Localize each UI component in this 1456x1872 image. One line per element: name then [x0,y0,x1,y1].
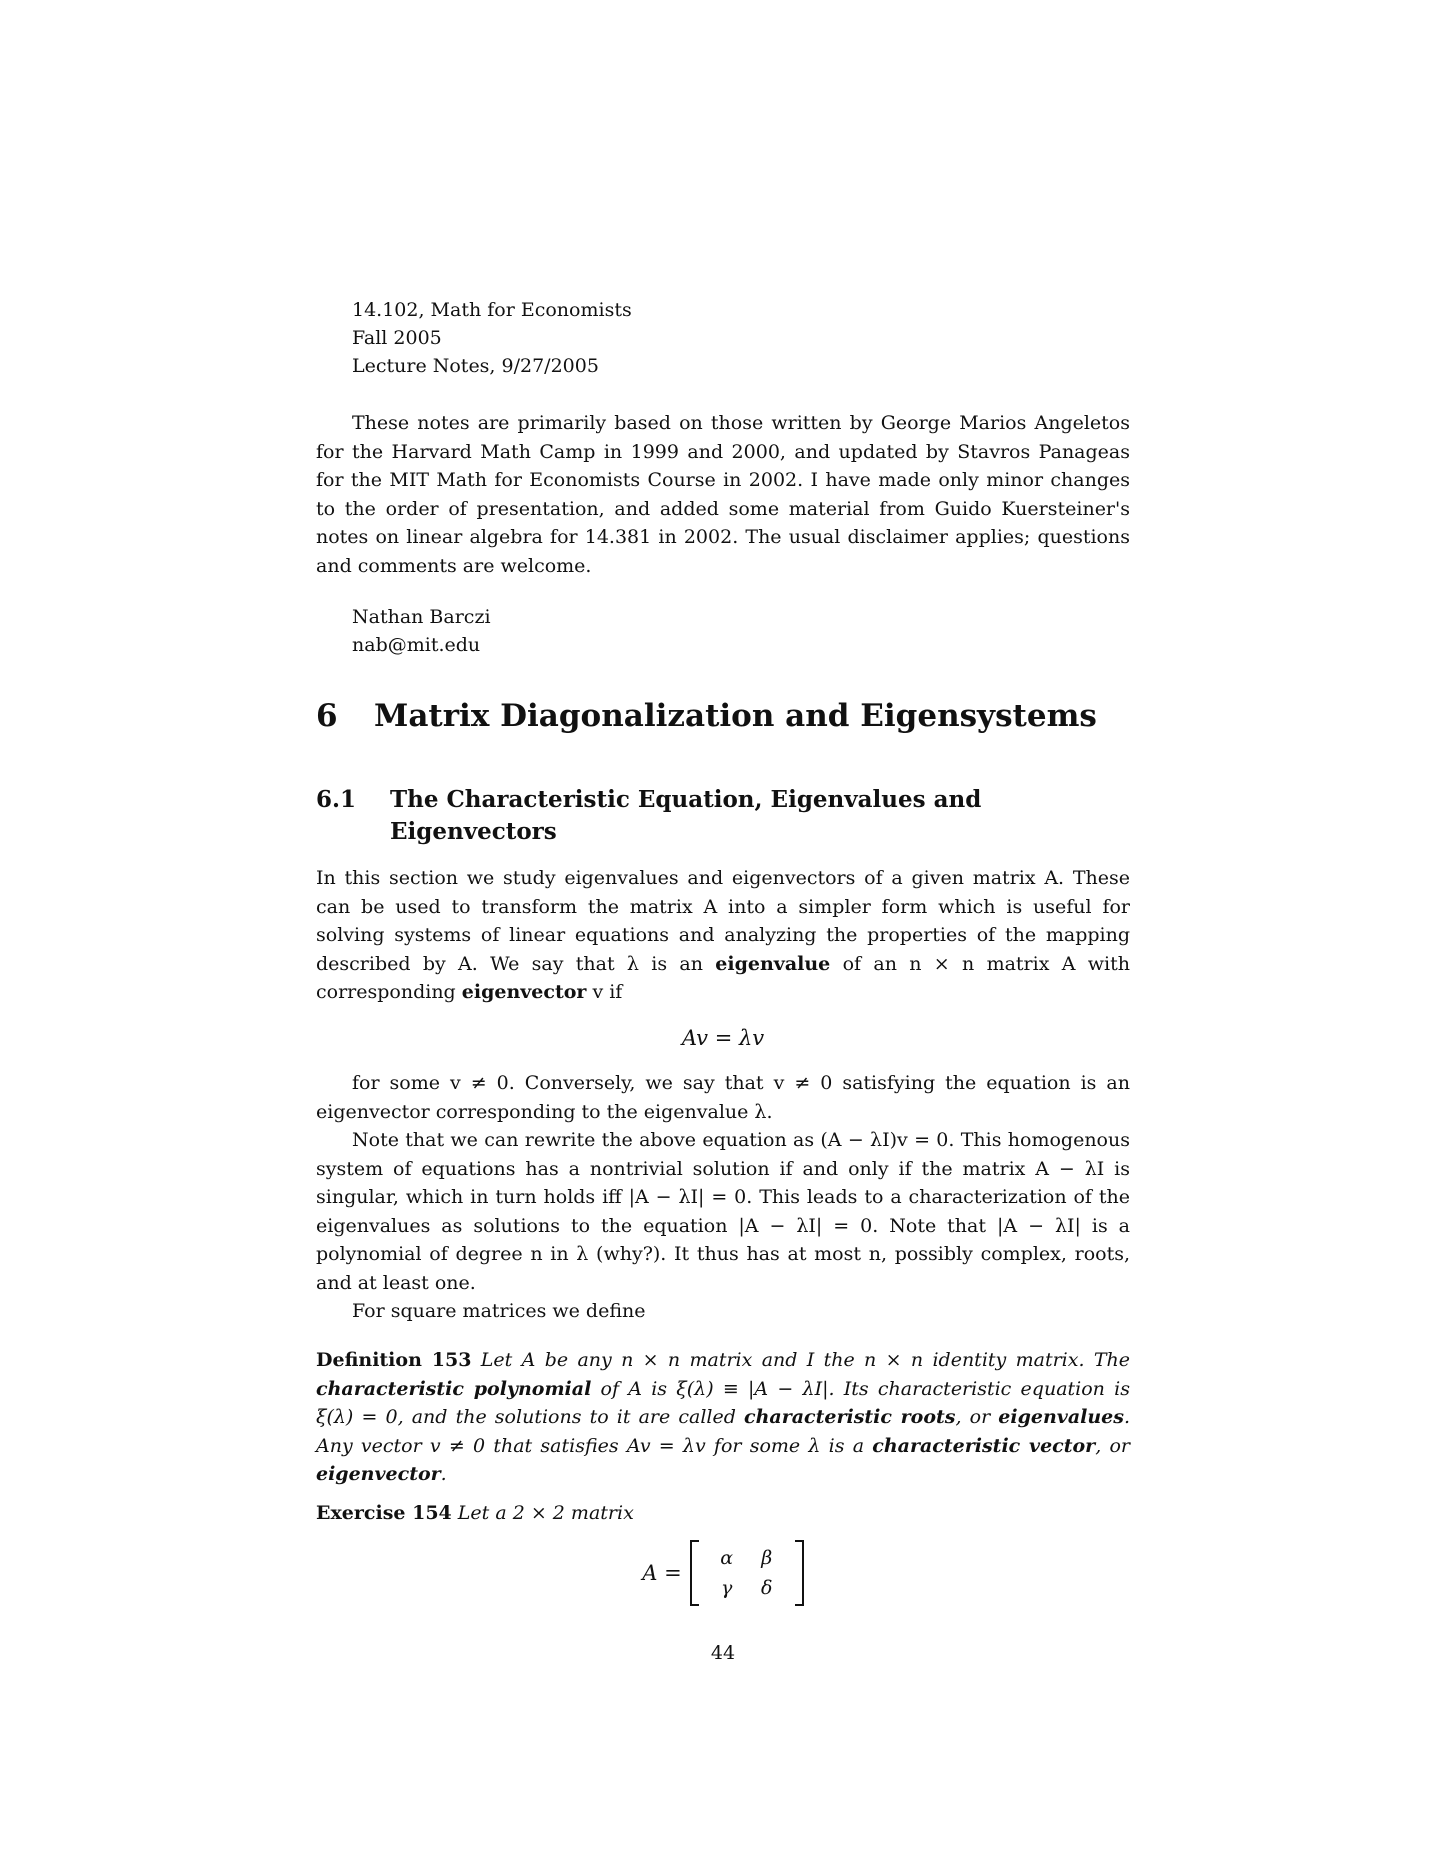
def-text-1: Let A be any n × n matrix and I the n × n identity matrix. The [471,1349,1130,1371]
notes-date-line: Lecture Notes, 9/27/2005 [352,355,599,377]
matrix-grid [699,1543,795,1603]
body-paragraph-3: Note that we can rewrite the above equation as (A − λI)v = 0. This homogenous system of equations has a nontrivial solution if and only if the matrix A − λI is singular, which in turn holds iff |A − λI| = 0. This leads to a characterization of the eigenvalues as solutions to the equation |A − λI| = 0. Note that |A − λI| is a polynomial of degree n in λ (why?). It thus has at most n, possibly complex, roots, and at least one. [316,1129,1130,1294]
matrix-cell: β [761,1547,773,1569]
def-text-6: . [440,1463,447,1485]
p1-text-a: In this section we study eigenvalues and eigenvectors of a given matrix A. These can be used to transform the matrix A into a simpler form which is useful for solving systems of linear equations and analyzing the properties of the mapping described by A. We say that λ is an [316,867,1130,975]
exercise-block [316,1499,1130,1528]
def-text-5: , or [1095,1434,1130,1457]
definition-label: Definition 153 [316,1349,472,1371]
keyword-characteristic-vector: characteristic vector [872,1434,1096,1457]
paper-page [316,0,1130,1872]
p1-text-b: of an n × n matrix A with corresponding [316,952,1130,1003]
subsection-number: 6.1 [316,786,357,813]
section-title: Matrix Diagonalization and Eigensystems [374,698,1097,734]
left-bracket [690,1540,699,1606]
exercise-label: Exercise 154 [316,1502,452,1524]
keyword-characteristic-roots: characteristic roots [744,1406,956,1428]
right-bracket [795,1540,804,1606]
def-text-3: , or [955,1406,999,1428]
definition-block [316,1346,1130,1489]
course-line: 14.102, Math for Economists [352,299,632,321]
keyword-characteristic-polynomial: characteristic polynomial [316,1377,592,1400]
matrix-display [316,1540,1130,1606]
subsection-title: The Characteristic Equation, Eigenvalues and Eigenvectors [390,786,982,845]
p1-text-c: v if [586,981,623,1003]
def-text-4: . Any vector v ≠ 0 that satisfies Av = λv for some λ is a [316,1406,1130,1457]
author-name: Nathan Barczi [352,606,491,628]
section-heading [316,696,1097,736]
exercise-text: Let a 2 × 2 matrix [451,1502,634,1524]
matrix-cell: γ [721,1577,733,1599]
matrix-cell: δ [760,1577,773,1599]
term-line: Fall 2005 [352,327,442,349]
page-number: 44 [710,1642,736,1664]
body-paragraph-1 [316,864,1130,1007]
section-number: 6 [316,698,338,734]
author-email: nab@mit.edu [352,634,481,656]
body-paragraph-4: For square matrices we define [352,1300,646,1322]
intro-paragraph: These notes are primarily based on those written by George Marios Angeletos for the Harvard Math Camp in 1999 and 2000, and updated by Stavros Panageas for the MIT Math for Economists Course in 2002. I have made only minor changes to the order of presentation, and added some material from Guido Kuersteiner's notes on linear algebra for 14.381 in 2002. The usual disclaimer applies; questions and comments are welcome. [316,412,1130,577]
def-text-2: of A is ξ(λ) ≡ |A − λI|. Its characteristic equation is ξ(λ) = 0, and the solutions to it are called [316,1377,1130,1428]
keyword-eigenvector: eigenvector [461,981,587,1003]
keyword-eigenvector-def: eigenvector [316,1463,441,1485]
matrix-cell: α [720,1547,734,1569]
keyword-eigenvalue: eigenvalue [715,952,831,975]
keyword-eigenvalues: eigenvalues [998,1406,1124,1428]
body-paragraph-2: for some v ≠ 0. Conversely, we say that v ≠ 0 satisfying the equation is an eigenvector corresponding to the eigenvalue λ. [316,1072,1130,1123]
equation-av-lambda-v: Av = λv [681,1026,765,1050]
subsection-heading [316,784,1130,848]
matrix-lhs: A = [642,1561,682,1585]
